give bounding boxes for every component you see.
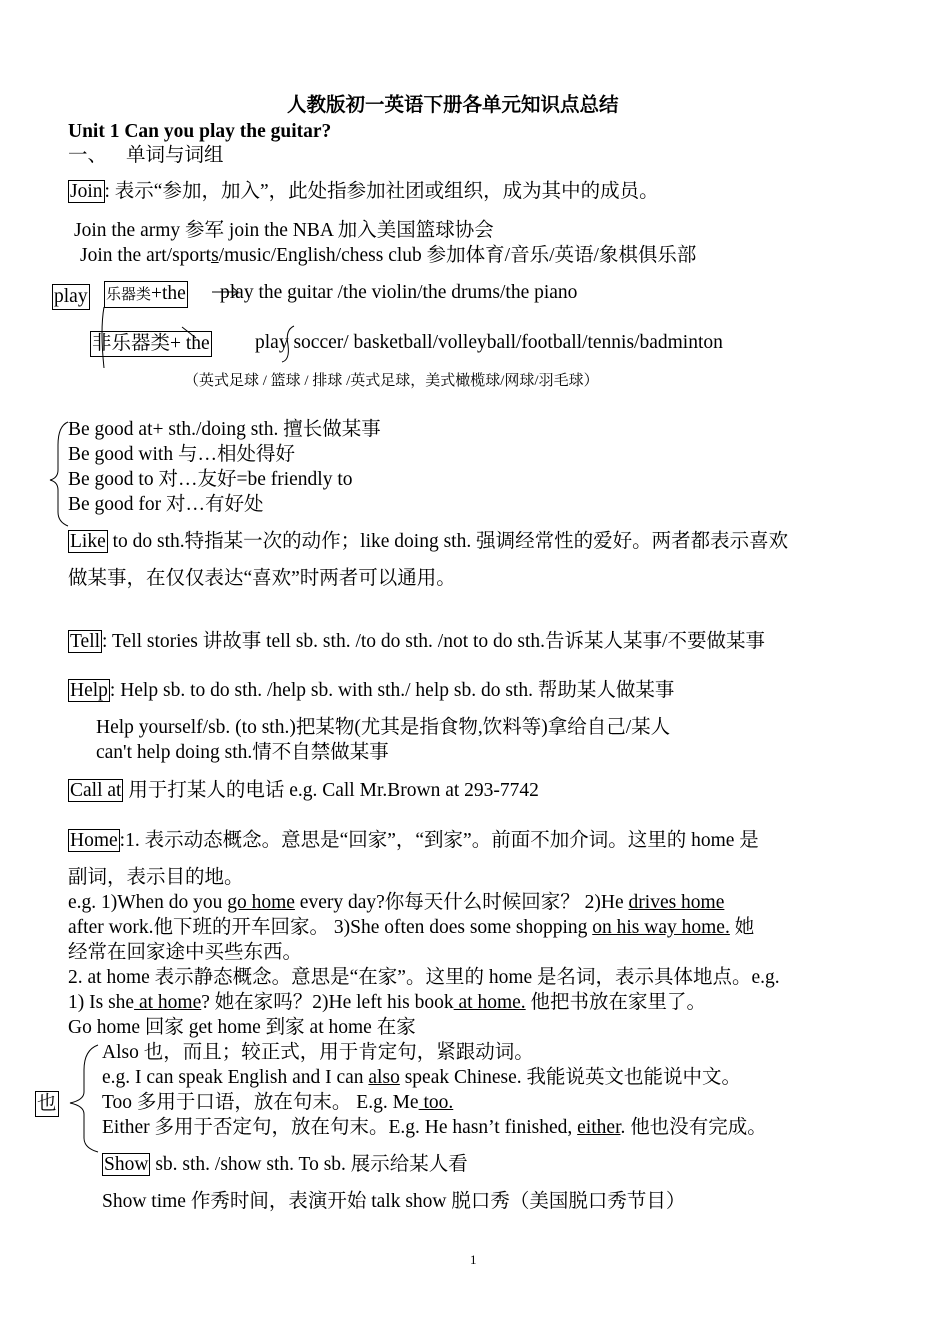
instrument-examples: play the guitar /the violin/the drums/the piano [220, 282, 578, 303]
like-line-2: 做某事，在仅仅表达“喜欢”时两者可以通用。 [68, 568, 456, 589]
home-line-1: Home :1. 表示动态概念。意思是“回家”，“到家”。前面不加介词。这里的 home 是 [70, 830, 759, 851]
section-number: 一、 [68, 145, 108, 166]
home-line-2: 副词，表示目的地。 [68, 867, 244, 888]
help-yourself: Help yourself/sb. (to sth.)把某物(尤其是指食物,饮料等)拿给自己/某人 [96, 717, 671, 738]
join-example-1: Join the army 参军 join the NBA 加入美国篮球协会 [74, 220, 494, 241]
non-instrument-examples: play soccer/ basketball/volleyball/football/tennis/badminton [255, 332, 723, 353]
cant-help: can't help doing sth.情不自禁做某事 [96, 742, 389, 763]
join-example-2: Join the art/sports/music/English/chess club 参加体育/音乐/英语/象棋俱乐部 [80, 245, 697, 266]
good-for: Be good for 对…有好处 [68, 494, 264, 515]
callat-keyword: Call at [70, 780, 122, 801]
home-line-6: 2. at home 表示静态概念。意思是“在家”。这里的 home 是名词，表示具体地点。e.g. [68, 967, 780, 988]
play-keyword: play [52, 284, 90, 310]
home-keyword: Home [70, 830, 118, 851]
unit-title: Unit 1 Can you play the guitar? [68, 121, 332, 142]
tell-keyword: Tell [70, 631, 101, 652]
either-rule: Either 多用于否定句，放在句末。E.g. He hasn’t finished, either. 他也没有完成。 [102, 1117, 767, 1138]
doc-title: 人教版初一英语下册各单元知识点总结 [287, 95, 619, 116]
home-line-5: 经常在回家途中买些东西。 [68, 942, 303, 963]
too-rule: Too 多用于口语，放在句末。 E.g. Me too. [102, 1092, 454, 1113]
good-with: Be good with 与…相处得好 [68, 444, 295, 465]
like-line-1: Like to do sth.特指某一次的动作；like doing sth. 强调经常性的爱好。两者都表示喜欢 [70, 531, 789, 552]
join-keyword: Join [70, 181, 103, 202]
tell-line: Tell : Tell stories 讲故事 tell sb. sth. /to do sth. /not to do sth.告诉某人某事/不要做某事 [70, 631, 765, 652]
also-example: e.g. I can speak English and I can also speak Chinese. 我能说英文也能说中文。 [102, 1067, 742, 1088]
page-number: 1 [470, 1252, 477, 1267]
help-keyword: Help [70, 680, 108, 701]
ye-label: 也 [35, 1091, 59, 1117]
good-brace [50, 422, 68, 526]
join-line [68, 180, 659, 204]
non-instrument-label: 非乐器类+ the [90, 331, 212, 357]
home-line-8: Go home 回家 get home 到家 at home 在家 [68, 1017, 416, 1038]
show-line-2: Show time 作秀时间，表演开始 talk show 脱口秀（美国脱口秀节目） [102, 1191, 686, 1212]
good-to: Be good to 对…友好=be friendly to [68, 469, 353, 490]
also-rule: Also 也，而且；较正式，用于肯定句，紧跟动词。 [102, 1042, 534, 1063]
callat-line: Call at 用于打某人的电话 e.g. Call Mr.Brown at 293-7742 [70, 780, 539, 801]
good-at: Be good at+ sth./doing sth. 擅长做某事 [68, 419, 381, 440]
section-title: 单词与词组 [126, 145, 224, 166]
home-line-4: after work.他下班的开车回家。 3)She often does some shopping on his way home. 她 [68, 917, 755, 938]
instrument-label: 乐器类+the [104, 281, 188, 308]
sports-note: （英式足球 / 篮球 / 排球 /英式足球，美式橄榄球/网球/羽毛球） [184, 373, 599, 389]
help-line: Help : Help sb. to do sth. /help sb. with sth./ help sb. do sth. 帮助某人做某事 [70, 680, 675, 701]
join-def: : 表示“参加，加入”，此处指参加社团或组织，成为其中的成员。 [104, 181, 659, 202]
home-line-7: 1) Is she at home? 她在家吗？2)He left his book at home. 他把书放在家里了。 [68, 992, 707, 1013]
ye-brace [70, 1045, 98, 1152]
like-keyword: Like [70, 531, 106, 552]
show-line: Show sb. sth. /show sth. To sb. 展示给某人看 [104, 1154, 468, 1175]
show-keyword: Show [104, 1154, 149, 1175]
home-line-3: e.g. 1)When do you go home every day?你每天什么时候回家？ 2)He drives home [68, 892, 725, 913]
